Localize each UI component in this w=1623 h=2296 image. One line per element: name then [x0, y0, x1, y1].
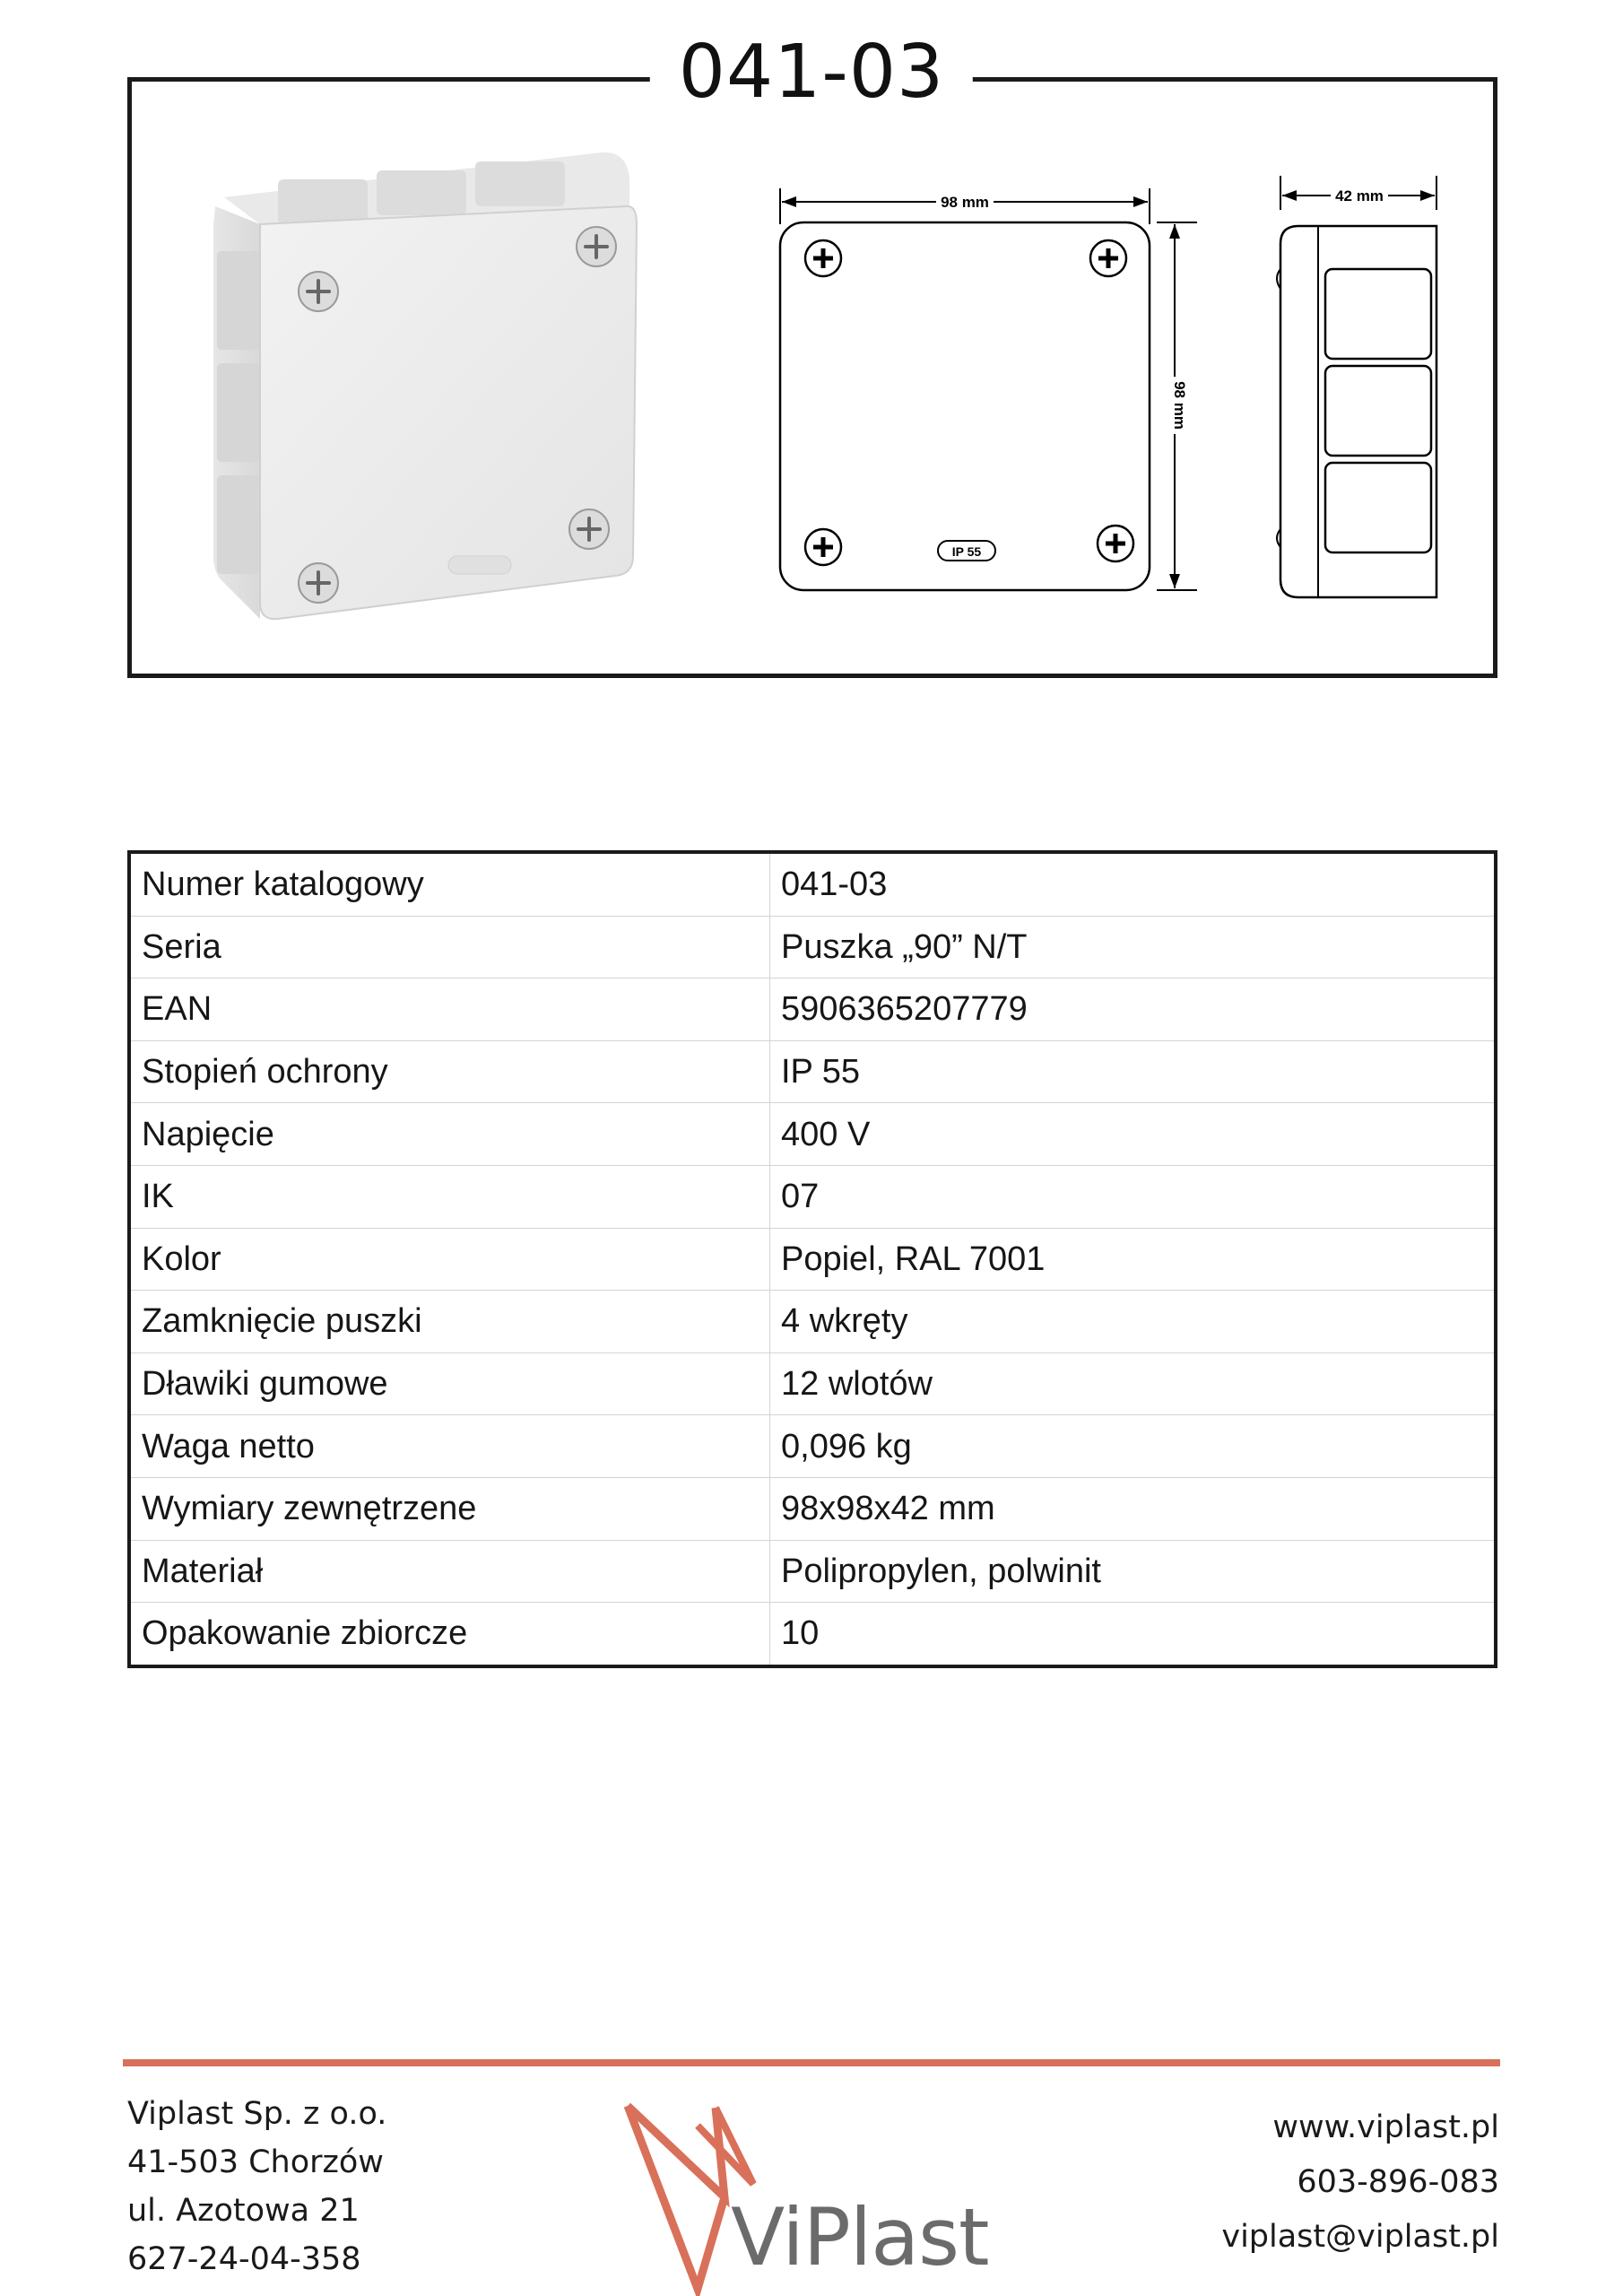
spec-value: 12 wlotów: [770, 1352, 1497, 1415]
spec-value: 98x98x42 mm: [770, 1477, 1497, 1540]
table-row: [129, 1040, 1496, 1103]
specification-table: [127, 850, 1497, 1668]
spec-value: Polipropylen, polwinit: [770, 1540, 1497, 1603]
footer-divider: [123, 2059, 1500, 2066]
spec-value: Puszka „90” N/T: [770, 916, 1497, 978]
spec-value: 10: [781, 1614, 820, 1653]
spec-value: IP 55: [770, 1040, 1497, 1103]
spec-label: EAN: [129, 978, 770, 1041]
company-street: ul. Azotowa 21: [127, 2193, 360, 2229]
product-code-title: 041-03: [650, 32, 973, 113]
spec-label: IK: [129, 1165, 770, 1228]
table-row: [129, 1477, 1496, 1540]
table-row: [129, 978, 1496, 1041]
product-photo: [206, 144, 655, 628]
ip-marking-label: IP 55: [951, 544, 982, 559]
spec-label: Numer katalogowy: [129, 852, 770, 916]
spec-value: 07: [770, 1165, 1497, 1228]
table-row: [129, 1415, 1496, 1478]
width-dimension-label: 98 mm: [941, 194, 989, 211]
company-tax-id: 627-24-04-358: [127, 2241, 361, 2277]
spec-label: Napięcie: [129, 1103, 770, 1166]
table-row: [129, 916, 1496, 978]
spec-label: Opakowanie zbiorcze: [129, 1603, 770, 1666]
spec-value: 5906365207779: [770, 978, 1497, 1041]
company-name: Viplast Sp. z o.o.: [127, 2096, 387, 2132]
table-row: [129, 1103, 1496, 1166]
spec-label: Stopień ochrony: [129, 1040, 770, 1103]
side-view-drawing: [1273, 170, 1462, 601]
phone-number: 603-896-083: [1297, 2164, 1499, 2200]
table-row: [129, 1603, 1496, 1666]
height-dimension-label: 98 mm: [1171, 381, 1188, 430]
table-row: [129, 852, 1496, 916]
front-view-drawing: [771, 170, 1219, 601]
logo-wordmark: ViPlast: [731, 2191, 989, 2283]
spec-label: Wymiary zewnętrzene: [129, 1477, 770, 1540]
email-link[interactable]: viplast@viplast.pl: [1221, 2219, 1499, 2255]
table-row: [129, 1291, 1496, 1353]
spec-value: 400 V: [770, 1103, 1497, 1166]
spec-value: Popiel, RAL 7001: [770, 1228, 1497, 1291]
company-contact: [1221, 2100, 1499, 2265]
company-postal: 41-503 Chorzów: [127, 2144, 384, 2180]
spec-label: Seria: [129, 916, 770, 978]
table-row: [129, 1228, 1496, 1291]
company-address: [127, 2090, 386, 2283]
spec-label: Kolor: [129, 1228, 770, 1291]
spec-label: Zamknięcie puszki: [129, 1291, 770, 1353]
spec-value: 0,096 kg: [770, 1415, 1497, 1478]
website-link[interactable]: www.viplast.pl: [1272, 2109, 1499, 2145]
spec-label: Dławiki gumowe: [129, 1352, 770, 1415]
table-row: [129, 1165, 1496, 1228]
depth-dimension-label: 42 mm: [1335, 187, 1384, 204]
spec-value: 4 wkręty: [770, 1291, 1497, 1353]
spec-label: Materiał: [129, 1540, 770, 1603]
spec-value: 041-03: [770, 852, 1497, 916]
table-row: [129, 1352, 1496, 1415]
spec-label: Waga netto: [129, 1415, 770, 1478]
table-row: [129, 1540, 1496, 1603]
